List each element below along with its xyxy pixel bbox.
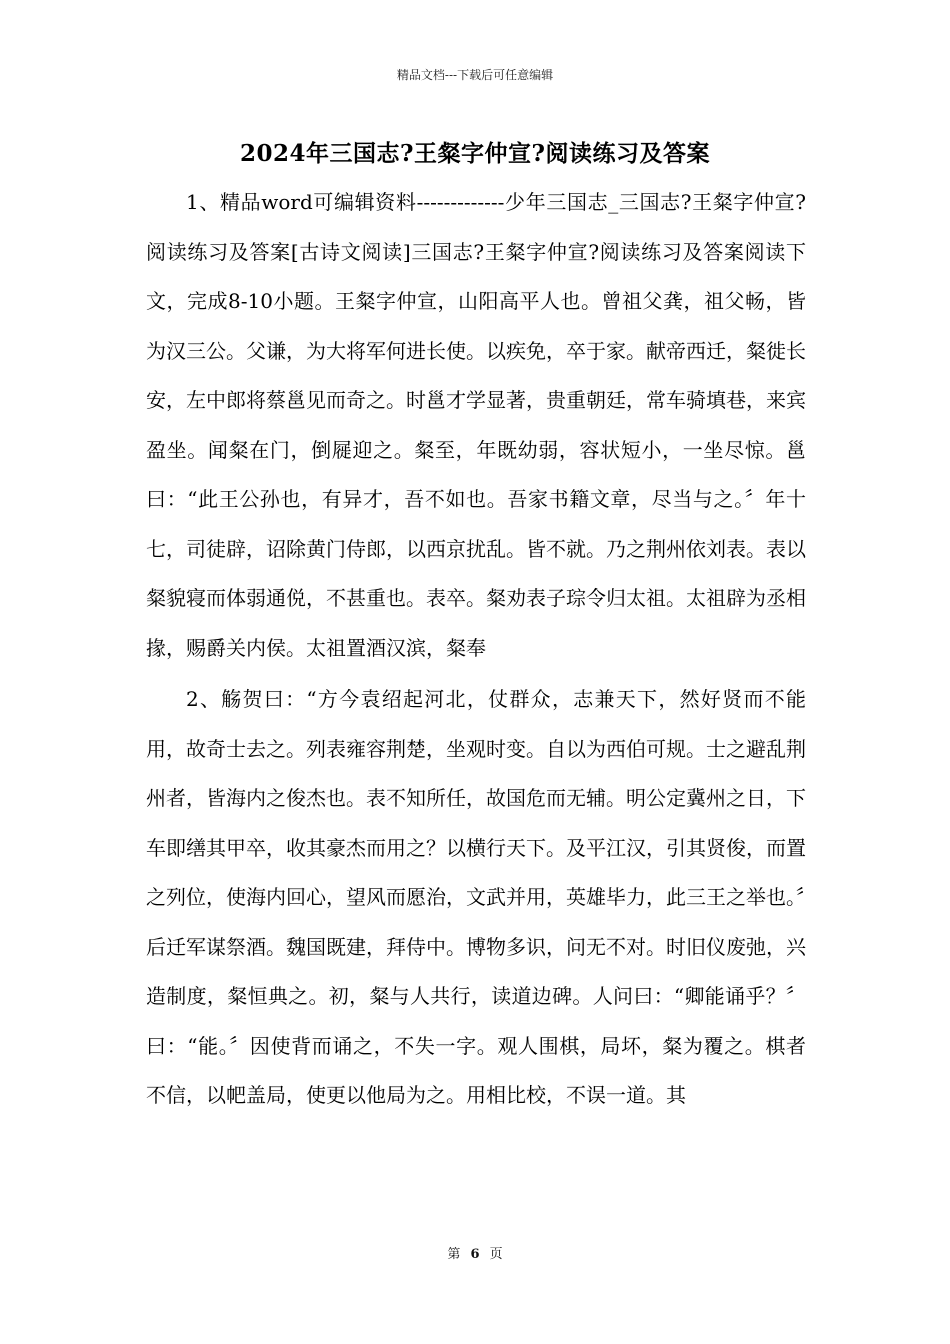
footer-prefix: 第: [447, 1247, 461, 1262]
page-footer: [0, 1246, 950, 1264]
paragraph-2: 2、觞贺曰：“方今袁绍起河北，仗群众，志兼天下，然好贤而不能用，故奇士去之。列表雍容荆楚，坐观时变。自以为西伯可规。士之避乱荆州者，皆海内之俊杰也。表不知所任，故国危而无辅。明公定冀州之日，下车即缮其甲卒，收其豪杰而用之？以横行天下。及平江汉，引其贤俊，而置之列位，使海内回心，望风而愿治，文武并用，英雄毕力，此三王之举也。〞后迁军谋祭酒。魏国既建，拜侍中。博物多识，问无不对。时旧仪废弛，兴造制度，粲恒典之。初，粲与人共行，读道边碑。人问曰：“卿能诵乎？〞曰：“能。〞因使背而诵之，不失一字。观人围棋，局坏，粲为覆之。棋者不信，以帊盖局，使更以他局为之。用相比校，不误一道。其: [146, 687, 806, 1107]
page-header: [0, 67, 950, 83]
paragraph-1: 1、精品word可编辑资料-------------少年三国志_三国志?王粲字仲宣?阅读练习及答案[古诗文阅读]三国志?王粲字仲宣?阅读练习及答案阅读下文，完成8-10小题。王粲字仲宣，山阳高平人也。曾祖父龚，祖父畅，皆为汉三公。父谦，为大将军何进长使。以疾免，卒于家。献帝西迁，粲徙长安，左中郎将蔡邕见而奇之。时邕才学显著，贵重朝廷，常车骑填巷，来宾盈坐。闻粲在门，倒屣迎之。粲至，年既幼弱，容状短小，一坐尽惊。邕曰：“此王公孙也，有异才，吾不如也。吾家书籍文章，尽当与之。〞年十七，司徒辟，诏除黄门侍郎，以西京扰乱。皆不就。乃之荆州依刘表。表以粲貌寝而体弱通侻，不甚重也。表卒。粲劝表子琮令归太祖。太祖辟为丞相掾，赐爵关内侯。太祖置酒汉滨，粲奉: [146, 190, 806, 660]
document-body: [146, 178, 806, 1121]
header-text: 精品文档---下载后可任意编辑: [396, 68, 554, 82]
document-title: 2024年三国志?王粲字仲宣?阅读练习及答案: [240, 140, 710, 167]
page-number: 6: [470, 1247, 480, 1262]
footer-suffix: 页: [489, 1247, 503, 1262]
